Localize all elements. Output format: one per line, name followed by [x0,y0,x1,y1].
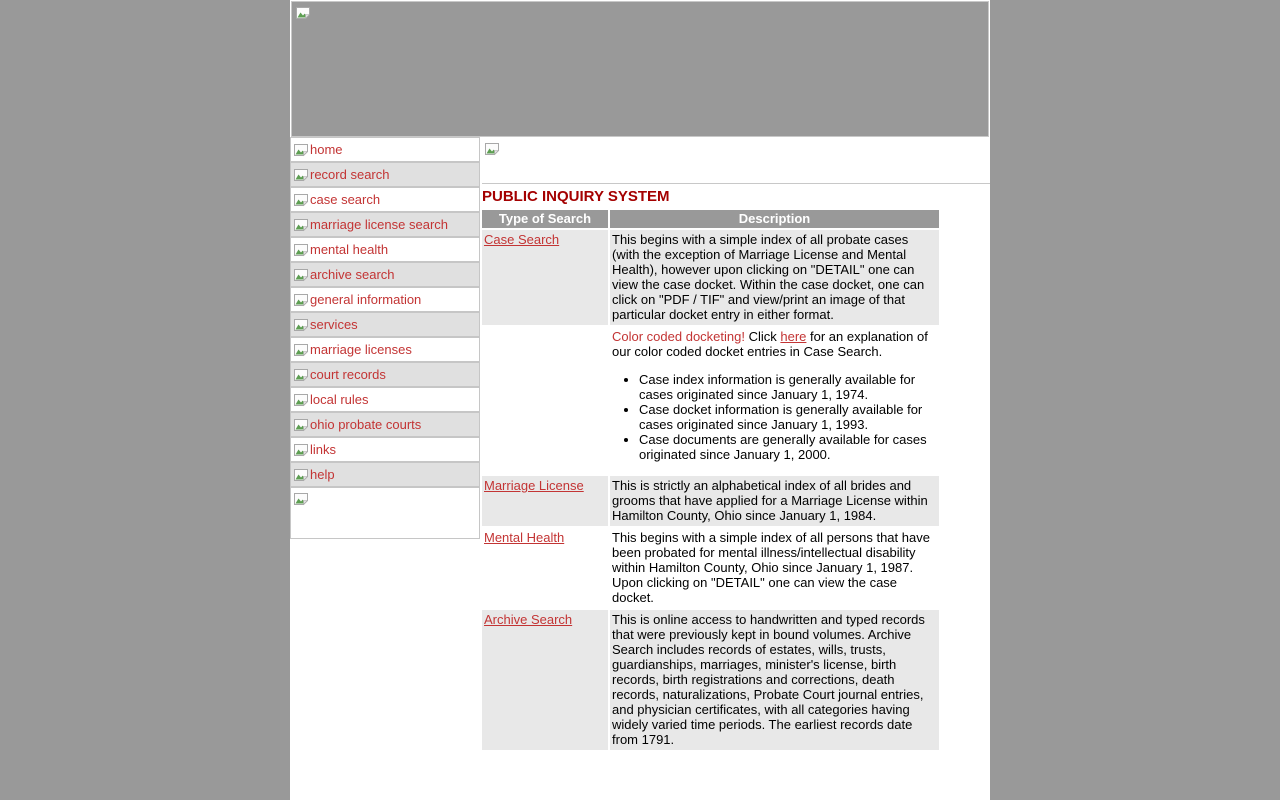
sidebar-link-archive-search[interactable]: archive search [310,267,395,282]
cell-marriage-license-description: This is strictly an alphabetical index of all brides and grooms that have applied for a Marriage License within Hamilton County, Ohio since January 1, 1984. [610,476,939,526]
bullet-case-documents: • Case documents are generally available for cases originated since January 1, 2000. [639,432,937,462]
broken-image-icon [293,467,309,483]
bullet-case-docket: • Case docket information is generally available for cases originated since January 1, 1993. [639,402,937,432]
availability-bullet-list [612,372,937,462]
table-row-mental-health [482,528,939,608]
cell-archive-search-description: This is online access to handwritten and typed records that were previously kept in bound volumes. Archive Search includes records of estates, wills, trusts, guardianships, marriages, minister's license, birth records, birth registrations and corrections, death records, naturalizations, Probate Court journal entries, and physician certificates, with all categories having widely varied time periods. The earliest records date from 1791. [610,610,939,750]
broken-image-icon [293,142,309,158]
broken-image-icon [293,242,309,258]
sidebar-item-general-information [290,287,480,312]
table-row-marriage-license [482,476,939,526]
sidebar-link-general-information[interactable]: general information [310,292,422,307]
sidebar-item-links [290,437,480,462]
sidebar-link-mental-health[interactable]: mental health [310,242,389,257]
table-row-color-coded-note [482,327,939,474]
top-banner [291,1,989,137]
sidebar-item-case-search [290,187,480,212]
sidebar-link-court-records[interactable]: court records [310,367,386,382]
broken-image-icon [293,292,309,308]
case-search-link[interactable]: Case Search [484,232,560,247]
sidebar-item-empty [290,487,480,539]
cell-empty [482,327,608,474]
broken-image-icon [295,5,311,21]
broken-image-icon [293,167,309,183]
main-content [482,137,990,752]
sidebar-link-record-search[interactable]: record search [310,167,390,182]
broken-image-icon [293,192,309,208]
broken-image-icon [293,367,309,383]
search-type-table [480,208,941,752]
broken-image-icon [293,217,309,233]
sidebar-item-marriage-license-search [290,212,480,237]
sidebar-link-local-rules[interactable]: local rules [310,392,369,407]
sidebar [290,137,480,539]
sidebar-item-ohio-probate-courts [290,412,480,437]
page-title: PUBLIC INQUIRY SYSTEM [482,188,670,205]
page [290,0,990,800]
sidebar-link-help[interactable]: help [310,467,335,482]
archive-search-link[interactable]: Archive Search [484,612,573,627]
broken-image-icon [293,417,309,433]
sidebar-item-record-search [290,162,480,187]
table-header-row [482,210,939,228]
note-pre-link-text: Click [744,329,781,344]
broken-image-icon [293,342,309,358]
sidebar-item-home [290,137,480,162]
sidebar-link-ohio-probate-courts[interactable]: ohio probate courts [310,417,422,432]
cell-case-search [482,230,608,325]
column-header-type-of-search: Type of Search [482,210,608,228]
broken-image-icon [293,491,309,507]
mental-health-link[interactable]: Mental Health [484,530,565,545]
sidebar-item-archive-search [290,262,480,287]
sidebar-item-marriage-licenses [290,337,480,362]
broken-image-icon [293,442,309,458]
table-row-case-search [482,230,939,325]
sidebar-link-home[interactable]: home [310,142,343,157]
sidebar-item-mental-health [290,237,480,262]
sidebar-link-case-search[interactable]: case search [310,192,381,207]
sidebar-item-services [290,312,480,337]
sidebar-link-links[interactable]: links [310,442,337,457]
broken-image-icon [293,392,309,408]
color-coded-paragraph [612,329,937,359]
note-post-link-text: for an explanation of our color coded docket entries in Case Search. [612,329,928,359]
sidebar-item-court-records [290,362,480,387]
column-header-description: Description [610,210,939,228]
bullet-case-index: • Case index information is generally available for cases originated since January 1, 1974. [639,372,937,402]
sidebar-menu [290,137,480,539]
broken-image-icon [484,141,500,157]
color-coded-highlight: Color coded docketing! [612,329,745,344]
sidebar-link-services[interactable]: services [310,317,358,332]
cell-archive-search [482,610,608,750]
content-columns [290,137,990,752]
table-row-archive-search [482,610,939,750]
cell-color-coded-note [610,327,939,474]
cell-marriage-license [482,476,608,526]
broken-image-icon [293,317,309,333]
broken-image-icon [293,267,309,283]
sidebar-link-marriage-licenses[interactable]: marriage licenses [310,342,412,357]
marriage-license-link[interactable]: Marriage License [484,478,584,493]
sidebar-link-marriage-license-search[interactable]: marriage license search [310,217,449,232]
sidebar-item-local-rules [290,387,480,412]
cell-case-search-description: This begins with a simple index of all probate cases (with the exception of Marriage License and Mental Health), however upon clicking on "DETAIL" one can view the case docket. Within the case docket, one can click on "PDF / TIF" and view/print an image of that particular docket entry in either format. [610,230,939,325]
sidebar-item-help [290,462,480,487]
cell-mental-health [482,528,608,608]
main-top-box [482,137,990,184]
here-link[interactable]: here [780,329,807,344]
cell-mental-health-description: This begins with a simple index of all persons that have been probated for mental illness/intellectual disability within Hamilton County, Ohio since January 1, 1987. Upon clicking on "DETAIL" one can view the case docket. [610,528,939,608]
